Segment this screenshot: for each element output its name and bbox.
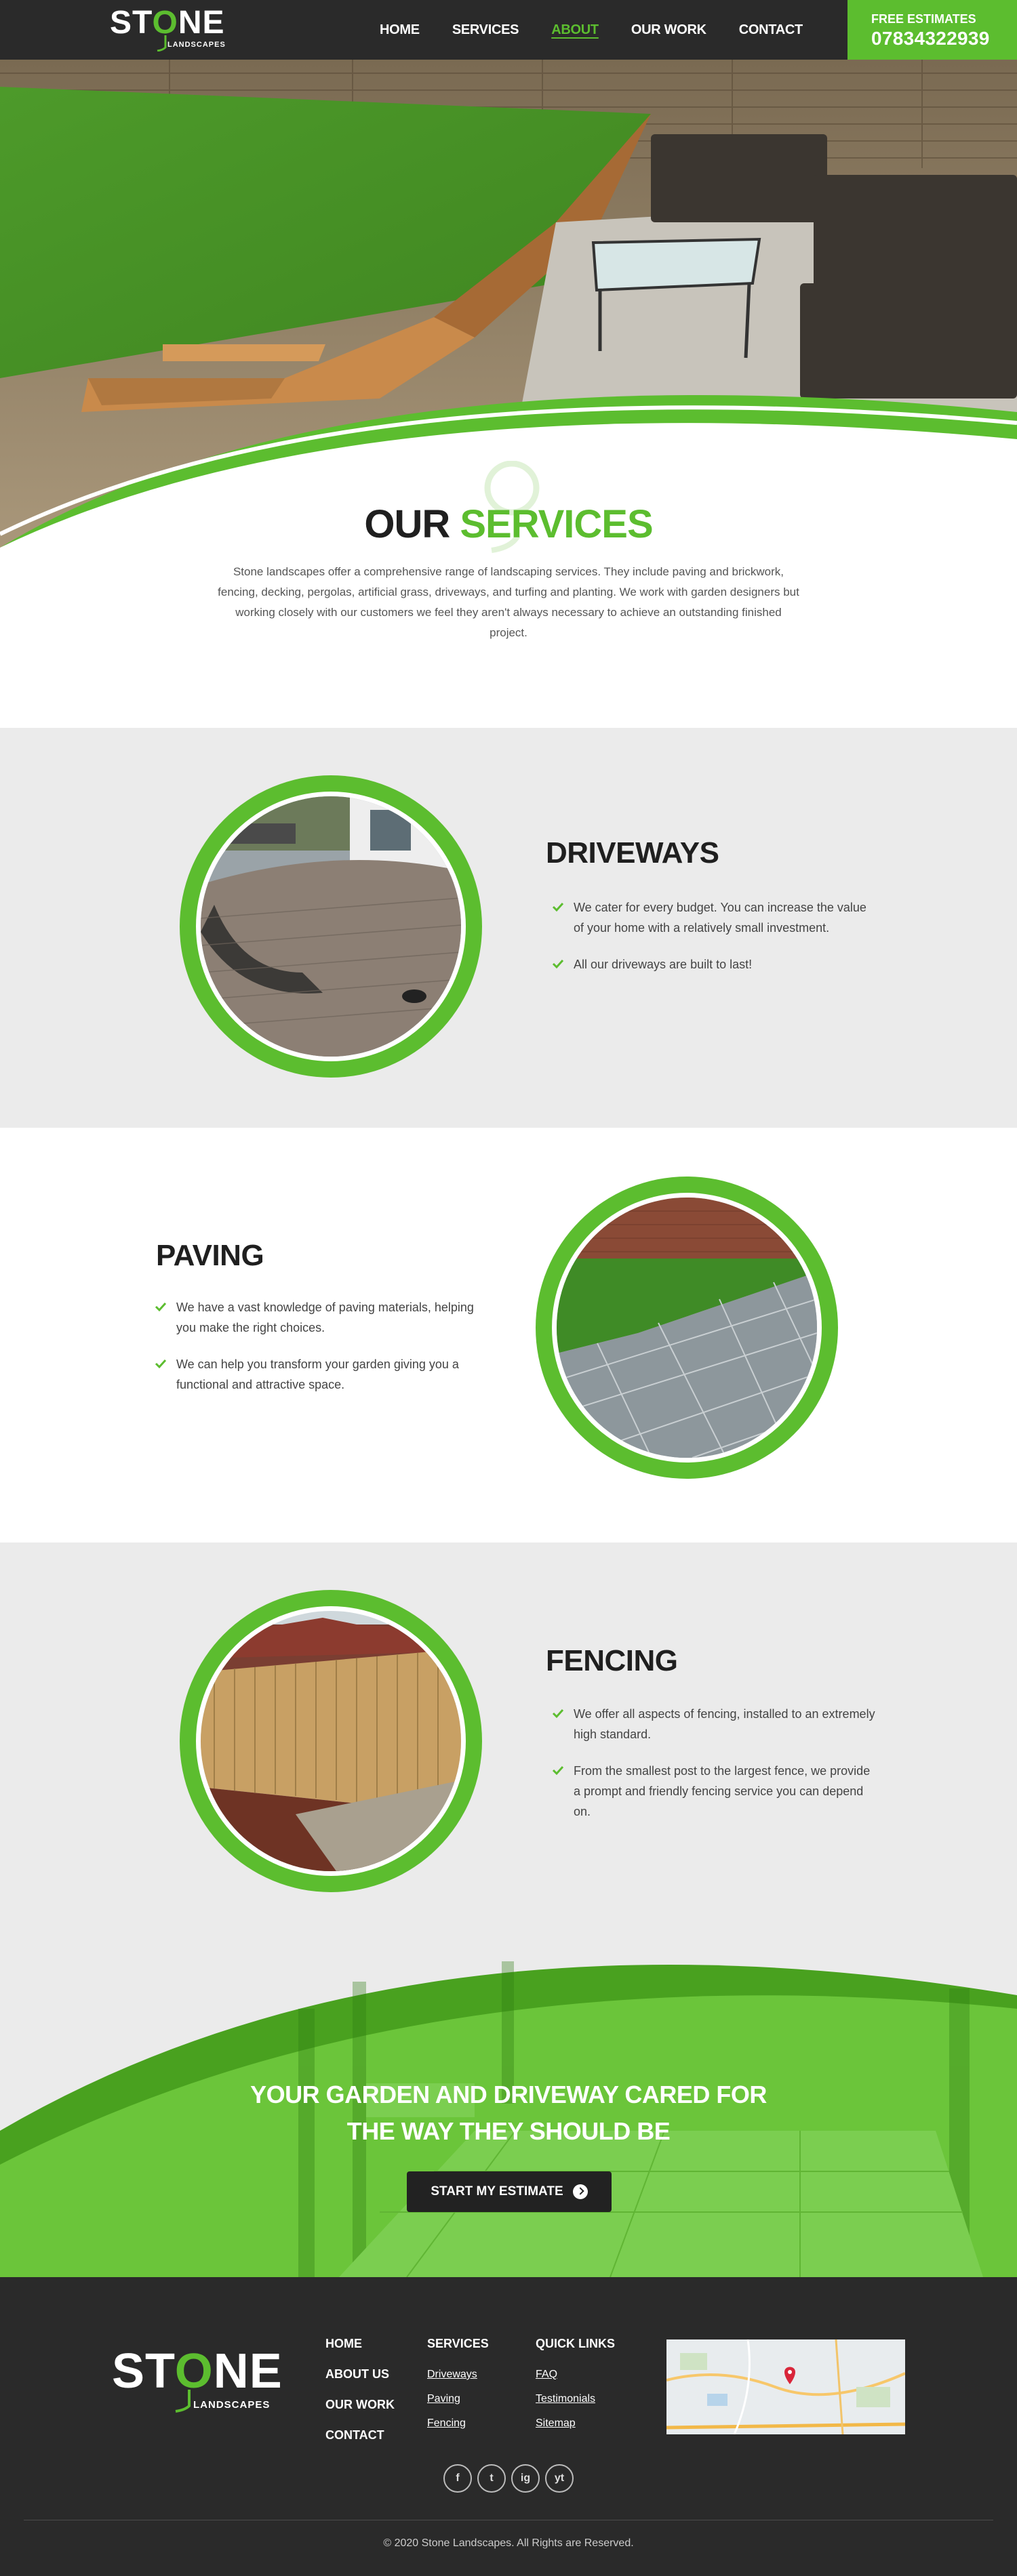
cta-label: FREE ESTIMATES [871,12,976,26]
copyright-text: © 2020 Stone Landscapes. All Rights are Reserved. [383,2537,634,2549]
nav-services[interactable]: SERVICES [452,22,519,37]
footer-main-links [325,2337,395,2459]
services-description: Stone landscapes offer a comprehensive range of landscaping services. They include paving and brickwork, fencing, decking, pergolas, artificial grass, driveways, and turfing and planting. We work with garden designers but working closely with our customers we feel they aren't always necessary to achieve an outstanding finished project. [218,565,799,639]
nav-contact[interactable]: CONTACT [738,22,803,37]
footer-quick-links [536,2337,615,2442]
services-intro [0,434,1017,643]
service-paving [0,1128,1017,1542]
twitter-icon[interactable]: t [477,2464,506,2493]
arrow-right-icon [573,2184,588,2199]
site-logo[interactable] [110,4,225,56]
location-map[interactable] [666,2339,905,2434]
facebook-icon[interactable]: f [443,2464,472,2493]
check-icon [552,958,564,970]
driveways-points [552,897,877,991]
list-item: From the smallest post to the largest fence, we provide a prompt and friendly fencing service you can depend on. [552,1761,877,1822]
nav-about[interactable]: ABOUT [551,22,599,37]
estimate-banner [0,1907,1017,2277]
logo-subtitle: LANDSCAPES [167,41,226,49]
logo-text-o: O [152,5,178,41]
banner-heading: YOUR GARDEN AND DRIVEWAY CARED FOR THE WAY THEY SHOULD BE [250,2081,767,2145]
list-item: We can help you transform your garden giving you a functional and attractive space. [155,1354,480,1395]
footer-services-title: SERVICES [427,2337,489,2350]
paving-image-ring [536,1177,838,1479]
driveways-title: DRIVEWAYS [546,836,719,870]
check-icon [552,1707,564,1719]
fencing-title: FENCING [546,1644,678,1677]
start-estimate-button[interactable]: START MY ESTIMATE [407,2171,612,2212]
list-item: We cater for every budget. You can increase the value of your home with a relatively small investment. [552,897,877,938]
logo-text: ST [110,5,153,41]
free-estimates-cta[interactable] [848,0,1017,60]
footer-quick-title: QUICK LINKS [536,2337,615,2350]
paving-title: PAVING [156,1239,264,1272]
instagram-icon[interactable]: ig [511,2464,540,2493]
nav-our-work[interactable]: OUR WORK [631,22,706,37]
footer-link-faq[interactable]: FAQ [536,2369,558,2380]
footer-link-fencing[interactable]: Fencing [427,2417,466,2429]
social-links [443,2464,579,2493]
driveways-photo [201,796,461,1057]
list-item: We offer all aspects of fencing, installed to an extremely high standard. [552,1704,877,1744]
driveways-image-ring [180,775,482,1078]
footer-link-driveways[interactable]: Driveways [427,2369,477,2380]
paving-points [155,1297,480,1411]
main-nav [380,0,835,60]
list-item: We have a vast knowledge of paving materials, helping you make the right choices. [155,1297,480,1338]
footer-link-home[interactable]: HOME [325,2337,362,2350]
fencing-photo [201,1611,461,1871]
nav-home[interactable]: HOME [380,22,420,37]
section-title: OUR SERVICES [364,502,653,546]
fencing-image-ring [180,1590,482,1892]
footer-link-sitemap[interactable]: Sitemap [536,2417,576,2429]
site-header [0,0,1017,60]
check-icon [155,1357,167,1370]
youtube-icon[interactable]: yt [545,2464,574,2493]
cta-phone[interactable]: 07834322939 [871,28,990,49]
footer-link-contact[interactable]: CONTACT [325,2428,384,2442]
fencing-points [552,1704,877,1838]
footer-services [427,2337,489,2442]
footer-link-testimonials[interactable]: Testimonials [536,2393,596,2405]
service-driveways [0,728,1017,1128]
logo-text-end: NE [178,5,225,41]
check-icon [552,901,564,913]
footer-link-about[interactable]: ABOUT US [325,2367,389,2381]
service-fencing [0,1542,1017,1907]
site-footer [0,2277,1017,2576]
paving-photo [557,1198,817,1458]
footer-link-our-work[interactable]: OUR WORK [325,2398,395,2411]
list-item: All our driveways are built to last! [552,954,877,975]
check-icon [552,1764,564,1776]
check-icon [155,1301,167,1313]
footer-logo[interactable]: STONE LANDSCAPES [112,2344,275,2418]
footer-link-paving[interactable]: Paving [427,2393,460,2405]
